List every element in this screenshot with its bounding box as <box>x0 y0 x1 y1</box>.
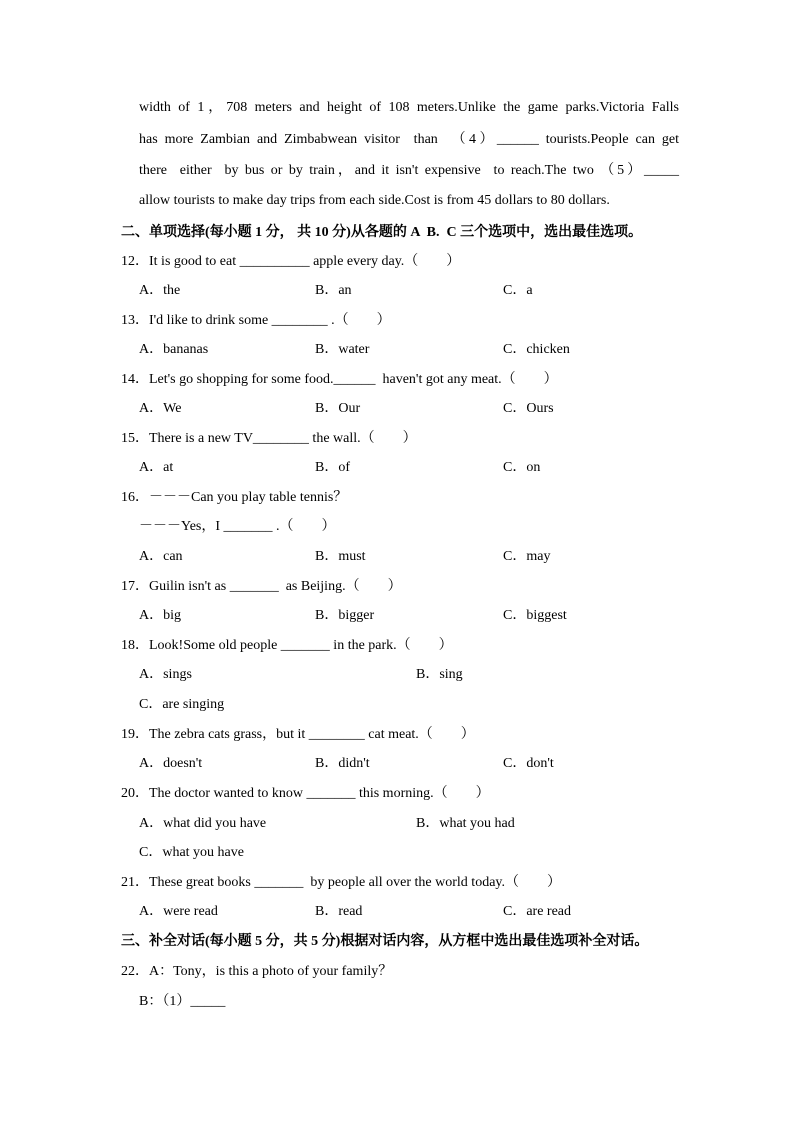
option-c: C．may <box>503 549 551 564</box>
question-21-options <box>139 903 739 921</box>
option-b: B．didn't <box>315 756 370 771</box>
question-22-response: B：（1）_____ <box>139 994 226 1009</box>
option-b: B．read <box>315 904 363 919</box>
option-b: B．bigger <box>315 608 375 623</box>
option-c: C．Ours <box>503 401 554 416</box>
option-a: A．doesn't <box>139 756 203 771</box>
question-18-options <box>139 666 739 684</box>
option-c: C．on <box>503 460 541 475</box>
question-13: 13．I'd like to drink some ________ .（ ） <box>121 313 391 328</box>
question-19-options <box>139 755 739 773</box>
question-16-response: －－－Yes，I _______ .（ ） <box>139 519 336 534</box>
question-12-options <box>139 282 739 300</box>
option-b: B．water <box>315 342 370 357</box>
question-20-options-row-2 <box>139 844 739 862</box>
question-22: 22．A：Tony，is this a photo of your family？ <box>121 964 393 979</box>
option-a: A．the <box>139 283 181 298</box>
question-16: 16．－－－Can you play table tennis？ <box>121 490 348 505</box>
option-c: C．biggest <box>503 608 567 623</box>
option-a: A．at <box>139 460 174 475</box>
question-12: 12．It is good to eat __________ apple every day.（ ） <box>121 254 461 269</box>
question-20: 20．The doctor wanted to know _______ this morning.（ ） <box>121 786 490 801</box>
option-a: A．bananas <box>139 342 209 357</box>
option-c: C．are singing <box>139 697 225 712</box>
question-13-options <box>139 341 739 359</box>
option-b: B．an <box>315 283 352 298</box>
option-c: C．a <box>503 283 533 298</box>
option-a: A．We <box>139 401 182 416</box>
option-b: B．sing <box>416 667 463 682</box>
option-a: A．big <box>139 608 181 623</box>
option-b: B．of <box>315 460 350 475</box>
passage-line-4: allow tourists to make day trips from each side.Cost is from 45 dollars to 80 dollars. <box>139 193 610 208</box>
passage-line-1: width of 1，708 meters and height of 108 meters.Unlike the game parks.Victoria Falls <box>139 100 679 115</box>
passage-line-2: has more Zambian and Zimbabwean visitor than （4）______ tourists.People can get <box>139 132 679 147</box>
option-c: C．don't <box>503 756 554 771</box>
option-b: B．what you had <box>416 816 515 831</box>
question-16-options <box>139 548 739 566</box>
section-2-heading: 二、单项选择(每小题 1 分， 共 10 分)从各题的 A B. C 三个选项中，选出最佳选项。 <box>121 225 643 240</box>
question-21: 21．These great books _______ by people all over the world today.（ ） <box>121 875 562 890</box>
question-18-options-row-2 <box>139 696 739 714</box>
passage-line-3: there either by bus or by train，and it isn't expensive to reach.The two （5）_____ <box>139 163 679 178</box>
question-20-options <box>139 815 739 833</box>
option-c: C．chicken <box>503 342 570 357</box>
section-3-heading: 三、补全对话(每小题 5 分，共 5 分)根据对话内容，从方框中选出最佳选项补全对话。 <box>121 934 649 949</box>
question-15-options <box>139 459 739 477</box>
question-17: 17．Guilin isn't as _______ as Beijing.（ ） <box>121 579 402 594</box>
question-14-options <box>139 400 739 418</box>
question-15: 15．There is a new TV________ the wall.（ ） <box>121 431 417 446</box>
option-c: C．are read <box>503 904 572 919</box>
option-b: B．Our <box>315 401 361 416</box>
question-17-options <box>139 607 739 625</box>
option-a: A．sings <box>139 667 192 682</box>
option-b: B．must <box>315 549 366 564</box>
option-a: A．were read <box>139 904 218 919</box>
question-18: 18．Look!Some old people _______ in the park.（ ） <box>121 638 453 653</box>
option-a: A．what did you have <box>139 816 267 831</box>
question-19: 19．The zebra cats grass，but it ________ cat meat.（ ） <box>121 727 475 742</box>
option-a: A．can <box>139 549 183 564</box>
option-c: C．what you have <box>139 845 244 860</box>
question-14: 14．Let's go shopping for some food.______ haven't got any meat.（ ） <box>121 372 558 387</box>
